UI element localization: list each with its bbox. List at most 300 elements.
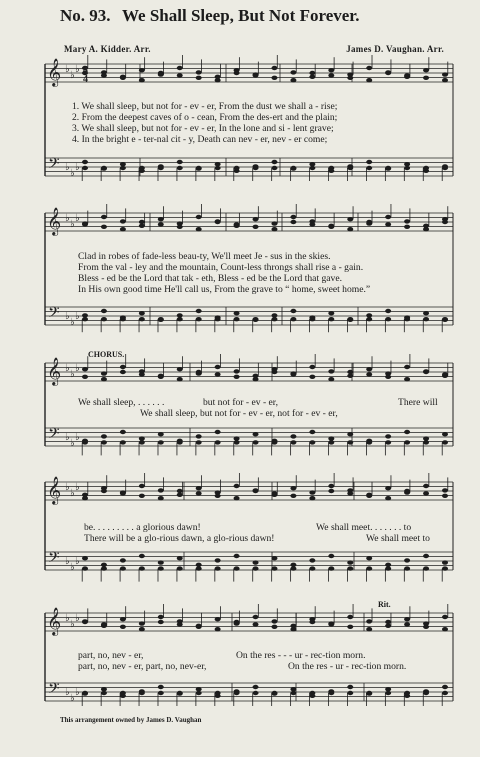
note-head xyxy=(290,494,296,498)
note-head xyxy=(271,619,277,623)
note-head xyxy=(215,627,221,631)
note-head xyxy=(328,166,334,170)
note-head xyxy=(385,624,391,628)
note-head xyxy=(328,440,334,444)
note-head xyxy=(347,217,353,221)
note-head xyxy=(177,489,183,493)
chorus-upper-3: There will xyxy=(398,397,438,408)
verse-3-line-2: Bless - ed be the Lord that tak - eth, Bless - ed be the Lord that gave. xyxy=(78,273,343,284)
note-head xyxy=(215,430,221,434)
note-head xyxy=(404,73,410,77)
note-head xyxy=(404,219,410,223)
note-head xyxy=(271,166,277,170)
note-head xyxy=(253,440,259,444)
note-head xyxy=(347,625,353,629)
note-head xyxy=(423,554,429,558)
note-head xyxy=(101,377,107,381)
note-head xyxy=(101,73,107,77)
note-head xyxy=(82,317,88,321)
note-head xyxy=(442,560,448,564)
note-head xyxy=(290,372,296,376)
note-head xyxy=(120,365,126,369)
note-head xyxy=(385,317,391,321)
note-head xyxy=(290,627,296,631)
note-head xyxy=(177,66,183,70)
note-head xyxy=(139,627,145,631)
flat-icon: ♭ xyxy=(65,432,70,443)
chorus-lower: We shall sleep, but not for - ev - er, not for - ev - er, xyxy=(140,408,338,419)
note-head xyxy=(215,558,221,562)
note-head xyxy=(253,691,259,695)
note-head xyxy=(385,486,391,490)
note-head xyxy=(290,317,296,321)
note-head xyxy=(366,317,372,321)
note-head xyxy=(271,66,277,70)
bass-clef-icon: 𝄢 xyxy=(48,155,60,176)
note-head xyxy=(215,372,221,376)
ritardando-mark: Rit. xyxy=(378,600,391,609)
note-head xyxy=(442,685,448,689)
note-head xyxy=(101,215,107,219)
note-head xyxy=(423,484,429,488)
note-head xyxy=(177,313,183,317)
flat-icon: ♭ xyxy=(70,219,75,230)
note-head xyxy=(385,496,391,500)
note-head xyxy=(423,227,429,231)
note-head xyxy=(253,377,259,381)
note-head xyxy=(271,491,277,495)
flat-icon: ♭ xyxy=(75,311,80,322)
note-head xyxy=(158,488,164,492)
note-head xyxy=(309,558,315,562)
note-head xyxy=(423,691,429,695)
note-head xyxy=(139,166,145,170)
note-head xyxy=(234,554,240,558)
note-head xyxy=(120,317,126,321)
verse-4-line-1: 4. In the bright e - ter-nal cit - y, Death can nev - er, nev - er come; xyxy=(72,134,328,145)
note-head xyxy=(366,160,372,164)
note-head xyxy=(404,691,410,695)
system5-lower-2: On the res - ur - rec-tion morn. xyxy=(288,661,407,672)
note-head xyxy=(423,440,429,444)
note-head xyxy=(215,566,221,570)
note-head xyxy=(196,76,202,80)
note-head xyxy=(347,566,353,570)
note-head xyxy=(271,160,277,164)
flat-icon: ♭ xyxy=(65,213,70,224)
note-head xyxy=(366,66,372,70)
note-head xyxy=(253,489,259,493)
note-head xyxy=(404,566,410,570)
time-signature-top: 4 xyxy=(83,65,88,76)
note-head xyxy=(234,566,240,570)
note-head xyxy=(234,484,240,488)
note-head xyxy=(101,489,107,493)
note-head xyxy=(309,566,315,570)
note-head xyxy=(196,566,202,570)
note-head xyxy=(101,166,107,170)
note-head xyxy=(404,489,410,493)
bass-clef-icon: 𝄢 xyxy=(48,549,60,570)
note-head xyxy=(215,691,221,695)
note-head xyxy=(423,317,429,321)
note-head xyxy=(328,489,334,493)
note-head xyxy=(290,434,296,438)
treble-clef-icon: 𝄞 xyxy=(47,607,62,635)
note-head xyxy=(442,78,448,82)
note-head xyxy=(158,615,164,619)
chorus-upper-1: We shall sleep, . . . . . . xyxy=(78,397,165,408)
note-head xyxy=(385,440,391,444)
flat-icon: ♭ xyxy=(70,693,75,704)
note-head xyxy=(234,436,240,440)
note-head xyxy=(309,71,315,75)
note-head xyxy=(328,369,334,373)
flat-icon: ♭ xyxy=(70,619,75,630)
note-head xyxy=(309,620,315,624)
words-credit: Mary A. Kidder. Arr. xyxy=(64,44,151,54)
note-head xyxy=(366,619,372,623)
note-head xyxy=(177,367,183,371)
note-head xyxy=(177,691,183,695)
chorus-upper-2: but not for - ev - er, xyxy=(203,397,279,408)
note-head xyxy=(158,566,164,570)
note-head xyxy=(215,617,221,621)
note-head xyxy=(82,620,88,624)
note-head xyxy=(177,566,183,570)
note-head xyxy=(271,625,277,629)
note-head xyxy=(177,493,183,497)
note-head xyxy=(215,220,221,224)
note-head xyxy=(101,622,107,626)
note-head xyxy=(120,227,126,231)
verse-2-line-2: From the val - ley and the mountain, Count-less throngs shall rise a - gain. xyxy=(78,262,364,273)
note-head xyxy=(82,313,88,317)
note-head xyxy=(347,76,353,80)
note-head xyxy=(347,685,353,689)
note-head xyxy=(253,317,259,321)
note-head xyxy=(366,313,372,317)
note-head xyxy=(215,78,221,82)
note-head xyxy=(442,317,448,321)
note-head xyxy=(442,72,448,76)
note-head xyxy=(120,691,126,695)
note-head xyxy=(196,440,202,444)
note-head xyxy=(177,73,183,77)
note-head xyxy=(253,566,259,570)
verse-4-line-2: In His own good time He'll call us, From the grave to “ home, sweet home.” xyxy=(78,284,371,295)
note-head xyxy=(139,494,145,498)
note-head xyxy=(139,78,145,82)
note-head xyxy=(196,317,202,321)
note-head xyxy=(139,224,145,228)
note-head xyxy=(139,554,145,558)
note-head xyxy=(196,166,202,170)
note-head xyxy=(271,221,277,225)
flat-icon: ♭ xyxy=(75,213,80,224)
note-head xyxy=(158,317,164,321)
note-head xyxy=(196,309,202,313)
note-head xyxy=(120,76,126,80)
flat-icon: ♭ xyxy=(75,687,80,698)
note-head xyxy=(234,71,240,75)
note-head xyxy=(309,166,315,170)
note-head xyxy=(158,71,164,75)
bass-clef-icon: 𝄢 xyxy=(48,425,60,446)
note-head xyxy=(234,369,240,373)
note-head xyxy=(309,222,315,226)
system4-lower-2: We shall meet to xyxy=(366,533,430,544)
note-head xyxy=(101,563,107,567)
note-head xyxy=(442,432,448,436)
system5-upper-1: part, no, nev - er, xyxy=(78,650,144,661)
note-head xyxy=(290,687,296,691)
note-head xyxy=(196,486,202,490)
note-head xyxy=(139,621,145,625)
note-head xyxy=(101,687,107,691)
note-head xyxy=(366,367,372,371)
flat-icon: ♭ xyxy=(65,162,70,173)
note-head xyxy=(309,75,315,79)
note-head xyxy=(290,309,296,313)
note-head xyxy=(120,566,126,570)
note-head xyxy=(423,370,429,374)
note-head xyxy=(309,496,315,500)
note-head xyxy=(404,377,410,381)
note-head xyxy=(347,560,353,564)
note-head xyxy=(442,488,448,492)
note-head xyxy=(423,566,429,570)
note-head xyxy=(385,566,391,570)
note-head xyxy=(234,222,240,226)
note-head xyxy=(139,372,145,376)
note-head xyxy=(328,436,334,440)
note-head xyxy=(82,556,88,560)
note-head xyxy=(404,558,410,562)
system4-upper-1: be. . . . . . . . . a glorious dawn! xyxy=(84,522,201,533)
note-head xyxy=(404,225,410,229)
bass-clef-icon: 𝄢 xyxy=(48,680,60,701)
note-head xyxy=(309,490,315,494)
note-head xyxy=(82,367,88,371)
note-head xyxy=(442,372,448,376)
note-head xyxy=(196,625,202,629)
note-head xyxy=(347,432,353,436)
note-head xyxy=(423,166,429,170)
note-head xyxy=(366,556,372,560)
note-head xyxy=(290,563,296,567)
note-head xyxy=(158,496,164,500)
note-head xyxy=(139,484,145,488)
note-head xyxy=(309,365,315,369)
note-head xyxy=(139,220,145,224)
note-head xyxy=(158,620,164,624)
system5-upper-2: On the res - - - ur - rec-tion morn. xyxy=(236,650,366,661)
note-head xyxy=(404,617,410,621)
note-head xyxy=(366,627,372,631)
note-head xyxy=(253,217,259,221)
copyright-footer: This arrangement owned by James D. Vaughan xyxy=(60,716,202,724)
note-head xyxy=(253,560,259,564)
note-head xyxy=(442,627,448,631)
note-head xyxy=(82,375,88,379)
note-head xyxy=(177,556,183,560)
note-head xyxy=(215,166,221,170)
note-head xyxy=(101,440,107,444)
note-head xyxy=(347,370,353,374)
note-head xyxy=(158,691,164,695)
note-head xyxy=(253,73,259,77)
flat-icon: ♭ xyxy=(70,168,75,179)
note-head xyxy=(215,162,221,166)
system4-upper-2: We shall meet. . . . . . . to xyxy=(316,522,412,533)
note-head xyxy=(442,494,448,498)
note-head xyxy=(309,162,315,166)
note-head xyxy=(404,166,410,170)
note-head xyxy=(253,432,259,436)
flat-icon: ♭ xyxy=(70,317,75,328)
note-head xyxy=(385,215,391,219)
note-head xyxy=(442,615,448,619)
note-head xyxy=(120,625,126,629)
note-head xyxy=(290,220,296,224)
note-head xyxy=(366,372,372,376)
flat-icon: ♭ xyxy=(70,562,75,573)
note-head xyxy=(271,227,277,231)
note-head xyxy=(366,78,372,82)
note-head xyxy=(328,377,334,381)
note-head xyxy=(158,166,164,170)
note-head xyxy=(139,566,145,570)
note-head xyxy=(309,691,315,695)
note-head xyxy=(101,309,107,313)
note-head xyxy=(385,375,391,379)
note-head xyxy=(234,166,240,170)
chorus-label: CHORUS. xyxy=(88,350,125,359)
note-head xyxy=(120,166,126,170)
note-head xyxy=(404,430,410,434)
note-head xyxy=(290,166,296,170)
note-head xyxy=(328,225,334,229)
flat-icon: ♭ xyxy=(70,70,75,81)
note-head xyxy=(404,317,410,321)
verse-3-line-1: 3. We shall sleep, but not for - ev - er, In the lone and si - lent grave; xyxy=(72,123,334,134)
note-head xyxy=(120,558,126,562)
verse-1-line-1: 1. We shall sleep, but not for - ev - er, From the dust we shall a - rise; xyxy=(72,101,338,112)
note-head xyxy=(234,620,240,624)
note-head xyxy=(404,440,410,444)
note-head xyxy=(442,166,448,170)
note-head xyxy=(385,222,391,226)
note-head xyxy=(139,436,145,440)
flat-icon: ♭ xyxy=(70,369,75,380)
note-head xyxy=(347,491,353,495)
note-head xyxy=(442,691,448,695)
verse-1-line-2: Clad in robes of fade-less beau-ty, We'll meet Je - sus in the skies. xyxy=(78,251,331,262)
note-head xyxy=(385,166,391,170)
note-head xyxy=(328,691,334,695)
note-head xyxy=(177,166,183,170)
note-head xyxy=(328,317,334,321)
note-head xyxy=(271,317,277,321)
note-head xyxy=(328,554,334,558)
note-head xyxy=(158,685,164,689)
bass-clef-icon: 𝄢 xyxy=(48,304,60,325)
note-head xyxy=(158,432,164,436)
note-head xyxy=(177,622,183,626)
flat-icon: ♭ xyxy=(65,687,70,698)
note-head xyxy=(347,317,353,321)
note-head xyxy=(215,317,221,321)
flat-icon: ♭ xyxy=(70,488,75,499)
hymn-title: We Shall Sleep, But Not Forever. xyxy=(122,6,360,25)
note-head xyxy=(290,215,296,219)
note-head xyxy=(120,219,126,223)
note-head xyxy=(271,440,277,444)
note-head xyxy=(120,162,126,166)
flat-icon: ♭ xyxy=(75,64,80,75)
note-head xyxy=(271,556,277,560)
note-head xyxy=(385,309,391,313)
flat-icon: ♭ xyxy=(65,482,70,493)
note-head xyxy=(82,440,88,444)
note-head xyxy=(309,440,315,444)
flat-icon: ♭ xyxy=(65,64,70,75)
note-head xyxy=(328,68,334,72)
note-head xyxy=(234,440,240,444)
flat-icon: ♭ xyxy=(75,482,80,493)
note-head xyxy=(366,691,372,695)
note-head xyxy=(120,440,126,444)
note-head xyxy=(101,225,107,229)
music-credit: James D. Vaughan. Arr. xyxy=(346,44,444,54)
note-head xyxy=(423,436,429,440)
flat-icon: ♭ xyxy=(70,438,75,449)
note-head xyxy=(177,377,183,381)
note-head xyxy=(158,375,164,379)
note-head xyxy=(423,68,429,72)
note-head xyxy=(271,691,277,695)
flat-icon: ♭ xyxy=(75,162,80,173)
note-head xyxy=(234,496,240,500)
note-head xyxy=(101,691,107,695)
note-head xyxy=(139,311,145,315)
note-head xyxy=(442,566,448,570)
note-head xyxy=(385,691,391,695)
note-head xyxy=(253,622,259,626)
note-head xyxy=(423,625,429,629)
note-head xyxy=(309,317,315,321)
note-head xyxy=(404,622,410,626)
note-head xyxy=(158,440,164,444)
note-head xyxy=(82,222,88,226)
time-signature-bottom: 4 xyxy=(83,74,88,85)
note-head xyxy=(177,440,183,444)
note-head xyxy=(347,227,353,231)
note-head xyxy=(385,563,391,567)
note-head xyxy=(139,68,145,72)
note-head xyxy=(101,566,107,570)
note-head xyxy=(215,494,221,498)
note-head xyxy=(215,440,221,444)
flat-icon: ♭ xyxy=(65,311,70,322)
system5-lower-1: part, no, nev - er, part, no, nev-er, xyxy=(78,661,207,672)
note-head xyxy=(234,311,240,315)
treble-clef-icon: 𝄞 xyxy=(47,357,62,385)
note-head xyxy=(385,687,391,691)
note-head xyxy=(328,484,334,488)
treble-clef-icon: 𝄞 xyxy=(47,58,62,86)
